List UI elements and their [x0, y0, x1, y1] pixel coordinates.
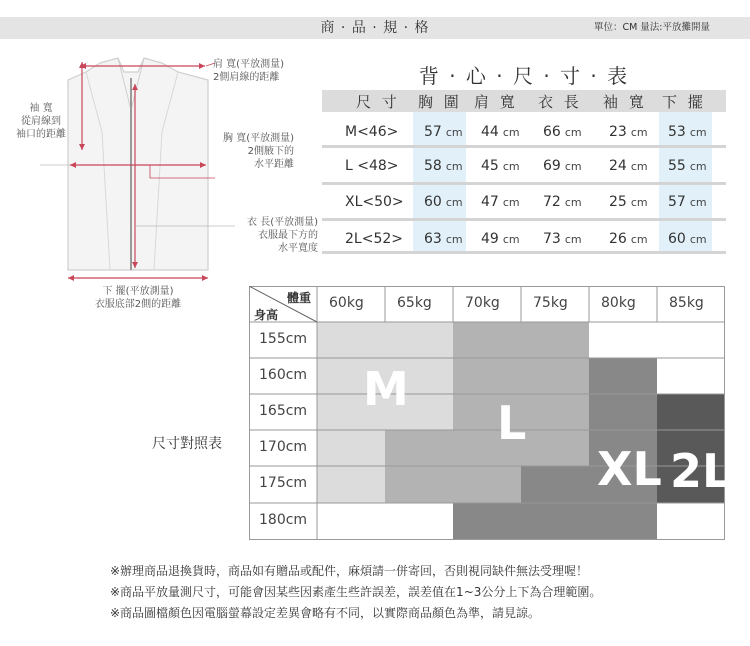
spec-value — [424, 194, 463, 210]
spec-unit: cm — [502, 126, 520, 139]
size-label-l: L — [497, 396, 527, 450]
spec-unit: cm — [689, 233, 707, 246]
label-line: 2側腋下的 — [247, 146, 294, 157]
spec-unit: cm — [564, 160, 582, 173]
size-chart — [249, 286, 732, 540]
label-line: 袖口的距離 — [16, 129, 66, 140]
spec-unit: cm — [445, 196, 463, 209]
height-label: 170cm — [259, 439, 308, 455]
spec-value — [481, 194, 520, 210]
spec-value — [543, 231, 582, 247]
spec-value — [668, 158, 707, 174]
weight-label: 70kg — [465, 295, 500, 311]
spec-unit: cm — [502, 233, 520, 246]
spec-value — [609, 158, 648, 174]
size-label-2l: 2L — [670, 444, 732, 498]
spec-divider — [322, 145, 726, 148]
spec-header-size: 尺 寸 — [356, 93, 400, 111]
spec-value — [481, 231, 520, 247]
spec-unit: cm — [689, 160, 707, 173]
size-region-xl — [453, 503, 521, 540]
spec-number: 26 — [609, 231, 627, 247]
spec-size-label: M<46> — [345, 124, 399, 140]
spec-value — [668, 231, 707, 247]
spec-value — [424, 124, 463, 140]
spec-value — [609, 194, 648, 210]
spec-unit: cm — [689, 196, 707, 209]
spec-number: 66 — [543, 124, 561, 140]
label-line: 水平寬度 — [278, 243, 318, 254]
weight-label: 65kg — [397, 295, 432, 311]
spec-number: 53 — [668, 124, 686, 140]
spec-size-label: XL<50> — [345, 194, 404, 210]
label-line: 袖 寬 — [29, 103, 53, 114]
spec-size-label: 2L<52> — [345, 231, 403, 247]
spec-number: 58 — [424, 158, 442, 174]
chart-empty-cell — [317, 503, 385, 540]
chart-empty-cell — [657, 503, 725, 540]
label-line: 水平距離 — [254, 159, 294, 170]
spec-unit: cm — [630, 126, 648, 139]
spec-number: 49 — [481, 231, 499, 247]
spec-number: 23 — [609, 124, 627, 140]
label-length — [220, 216, 318, 255]
spec-number: 24 — [609, 158, 627, 174]
height-label: 165cm — [259, 403, 308, 419]
corner-height: 身高 — [254, 308, 279, 322]
chart-empty-cell — [589, 322, 657, 358]
spec-unit: cm — [445, 233, 463, 246]
height-label: 155cm — [259, 331, 308, 347]
spec-number: 57 — [424, 124, 442, 140]
spec-number: 72 — [543, 194, 561, 210]
spec-value — [543, 158, 582, 174]
height-label: 180cm — [259, 512, 308, 528]
spec-unit: cm — [630, 160, 648, 173]
spec-value — [668, 124, 707, 140]
label-line: 從肩線到 — [21, 116, 61, 127]
spec-number: 44 — [481, 124, 499, 140]
chart-label: 尺寸對照表 — [152, 436, 222, 452]
header-title: 商 · 品 · 規 · 格 — [320, 20, 430, 36]
spec-unit: cm — [564, 196, 582, 209]
spec-value — [543, 194, 582, 210]
spec-number: 45 — [481, 158, 499, 174]
size-region-m — [317, 466, 385, 503]
label-line: 胸 寬(平放測量) — [223, 133, 294, 144]
header-bar — [0, 17, 750, 39]
weight-label: 85kg — [669, 295, 704, 311]
corner-weight: 體重 — [287, 291, 312, 305]
size-label-m: M — [363, 362, 409, 416]
spec-unit: cm — [630, 196, 648, 209]
spec-header-sleeve: 袖 寬 — [603, 93, 647, 111]
spec-value — [481, 158, 520, 174]
spec-number: 47 — [481, 194, 499, 210]
note-line: ※辦理商品退換貨時，商品如有贈品或配件，麻煩請一併寄回，否則視同缺件無法受理喔！ — [110, 564, 589, 578]
spec-value — [543, 124, 582, 140]
chart-empty-cell — [385, 503, 453, 540]
size-region-l — [385, 466, 521, 503]
label-chest — [210, 132, 294, 171]
spec-unit: cm — [502, 160, 520, 173]
spec-unit: cm — [564, 233, 582, 246]
spec-unit: cm — [445, 160, 463, 173]
spec-unit: cm — [630, 233, 648, 246]
spec-unit: cm — [689, 126, 707, 139]
spec-number: 55 — [668, 158, 686, 174]
spec-value — [424, 158, 463, 174]
spec-divider — [322, 218, 726, 221]
spec-unit: cm — [564, 126, 582, 139]
weight-label: 60kg — [329, 295, 364, 311]
label-line: 2側肩線的距離 — [213, 72, 280, 83]
spec-value — [668, 194, 707, 210]
spec-number: 63 — [424, 231, 442, 247]
label-line: 下 擺(平放測量) — [102, 286, 174, 297]
spec-number: 73 — [543, 231, 561, 247]
label-shoulder — [213, 58, 284, 84]
spec-title: 背 · 心 · 尺 · 寸 · 表 — [418, 64, 630, 88]
spec-header-shoulder: 肩 寬 — [474, 93, 518, 111]
chart-height-column — [249, 322, 317, 540]
size-label-xl: XL — [597, 442, 662, 496]
label-line: 衣服最下方的 — [258, 230, 318, 241]
height-label: 160cm — [259, 367, 308, 383]
label-line: 肩 寬(平放測量) — [213, 59, 284, 70]
spec-unit: cm — [502, 196, 520, 209]
spec-number: 69 — [543, 158, 561, 174]
spec-value — [609, 231, 648, 247]
note-line: ※商品平放量測尺寸，可能會因某些因素產生些許誤差，誤差值在1~3公分上下為合理範圍。 — [110, 585, 602, 599]
height-label: 175cm — [259, 475, 308, 491]
spec-unit: cm — [445, 126, 463, 139]
spec-size-label: L <48> — [345, 158, 399, 174]
unit-note: 單位：CM 量法:平放攤開量 — [593, 22, 710, 33]
label-line: 衣服底部2側的距離 — [94, 299, 182, 310]
spec-number: 60 — [424, 194, 442, 210]
spec-bottom — [322, 251, 726, 254]
spec-divider — [322, 182, 726, 185]
size-region-l — [453, 322, 589, 358]
spec-value — [481, 124, 520, 140]
spec-header-length: 衣 長 — [538, 93, 582, 111]
weight-label: 80kg — [601, 295, 636, 311]
label-hem — [86, 285, 190, 311]
spec-value — [609, 124, 648, 140]
size-region-l — [453, 358, 589, 394]
label-line: 衣 長(平放測量) — [247, 217, 318, 228]
spec-value — [424, 231, 463, 247]
spec-header-hem: 下 擺 — [662, 93, 706, 111]
spec-number: 57 — [668, 194, 686, 210]
note-line: ※商品圖檔顏色因電腦螢幕設定差異會略有不同，以實際商品顏色為準，請見諒。 — [110, 606, 541, 620]
spec-number: 25 — [609, 194, 627, 210]
label-sleeve — [6, 102, 76, 141]
notes — [110, 561, 601, 624]
spec-number: 60 — [668, 231, 686, 247]
size-chart-grid — [249, 286, 725, 540]
size-region-l — [385, 430, 589, 466]
weight-label: 75kg — [533, 295, 568, 311]
spec-header-chest: 胸 圍 — [418, 93, 462, 111]
